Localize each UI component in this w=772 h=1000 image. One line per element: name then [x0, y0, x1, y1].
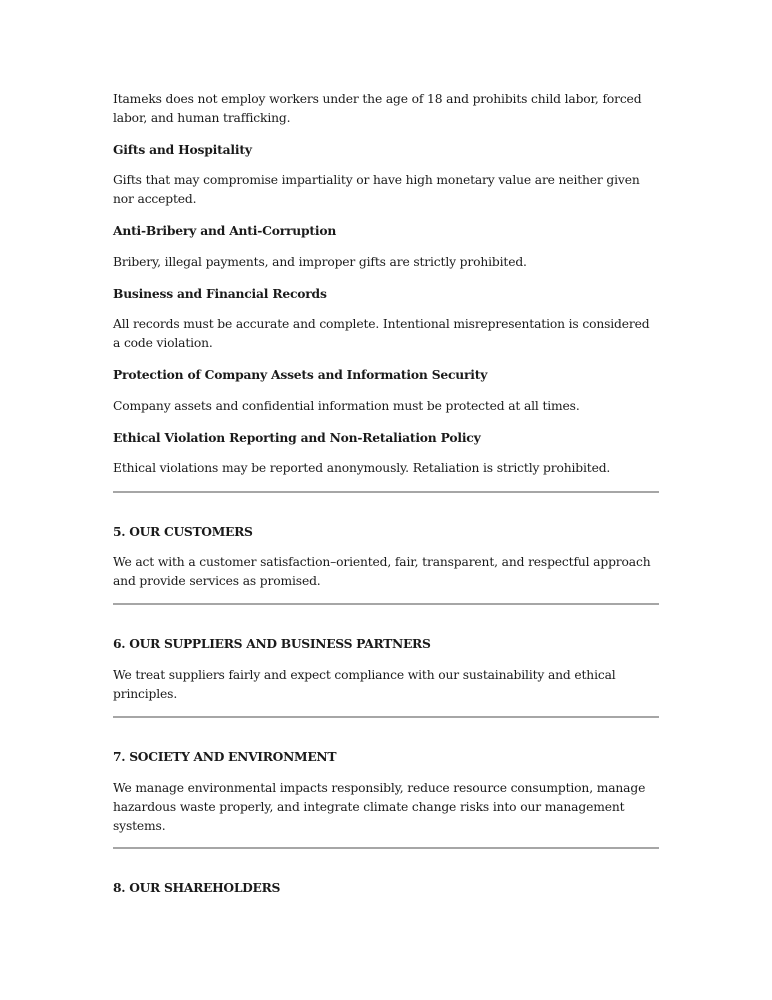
section-paragraph: We manage environmental impacts responsibly, reduce resource consumption, manage hazardous waste properly, and integrate climate change risks into our management systems.: [113, 781, 646, 833]
subsection-heading: Gifts and Hospitality: [113, 142, 252, 157]
subsection-assets: [113, 365, 659, 384]
subsection-gifts-body: [113, 171, 659, 209]
subsection-anti-bribery: [113, 221, 659, 240]
subsection-anti-bribery-body: [113, 253, 659, 272]
subsection-assets-body: [113, 397, 659, 416]
subsection-heading: Business and Financial Records: [113, 286, 327, 301]
subsection-records: [113, 284, 659, 303]
subsection-reporting: [113, 428, 659, 447]
subsection-heading: Anti-Bribery and Anti-Corruption: [113, 223, 337, 238]
subsection-records-body: [113, 315, 659, 353]
intro-block: [113, 90, 659, 128]
subsection-paragraph: Bribery, illegal payments, and improper gifts are strictly prohibited.: [113, 255, 527, 269]
section-divider: [113, 491, 659, 493]
subsection-gifts: [113, 140, 659, 159]
subsection-heading: Ethical Violation Reporting and Non-Retaliation Policy: [113, 430, 481, 445]
subsection-paragraph: Ethical violations may be reported anonymously. Retaliation is strictly prohibited.: [113, 461, 611, 475]
subsection-paragraph: Gifts that may compromise impartiality or have high monetary value are neither given nor accepted.: [113, 173, 640, 206]
subsection-paragraph: Company assets and confidential information must be protected at all times.: [113, 399, 580, 413]
section-divider: [113, 847, 659, 849]
section-shareholders: [113, 878, 659, 897]
section-divider: [113, 716, 659, 718]
section-customers: [113, 522, 659, 541]
section-suppliers: [113, 634, 659, 653]
section-suppliers-body: [113, 666, 659, 704]
section-heading: 6. OUR SUPPLIERS AND BUSINESS PARTNERS: [113, 636, 431, 651]
section-paragraph: We act with a customer satisfaction–oriented, fair, transparent, and respectful approach and provide services as promised.: [113, 555, 651, 588]
section-paragraph: We treat suppliers fairly and expect compliance with our sustainability and ethical principles.: [113, 668, 616, 701]
subsection-paragraph: All records must be accurate and complete. Intentional misrepresentation is considered a code violation.: [113, 317, 650, 350]
section-society: [113, 747, 659, 766]
section-heading: 8. OUR SHAREHOLDERS: [113, 880, 281, 895]
subsection-heading: Protection of Company Assets and Information Security: [113, 367, 488, 382]
intro-paragraph: Itameks does not employ workers under the age of 18 and prohibits child labor, forced labor, and human trafficking.: [113, 92, 642, 125]
section-society-body: [113, 779, 659, 836]
section-customers-body: [113, 553, 659, 591]
section-heading: 5. OUR CUSTOMERS: [113, 524, 253, 539]
section-divider: [113, 603, 659, 605]
subsection-reporting-body: [113, 459, 659, 478]
section-heading: 7. SOCIETY AND ENVIRONMENT: [113, 749, 337, 764]
